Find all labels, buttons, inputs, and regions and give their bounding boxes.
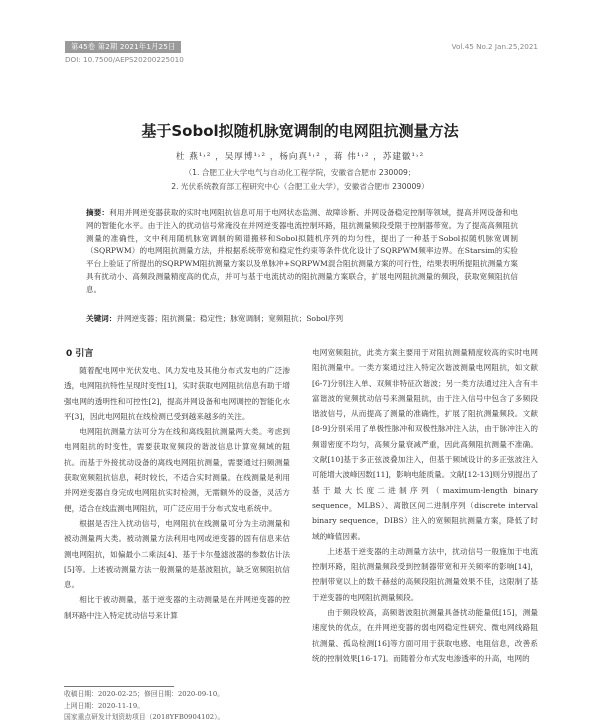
footnotes [64, 689, 294, 724]
journal-issue-en: Vol.45 No.2 Jan.25,2021 [451, 42, 538, 51]
footnote-divider [64, 686, 174, 687]
paragraph: 随着配电网中光伏发电、风力发电及其他分布式发电的广泛渗透，电网阻抗特性呈现时变性[1]，实时获取电网阻抗信息有助于增强电网的透明性和可控性[2]，提高并网设备和电网调控的智能化水平[3]，因此电网阻抗在线检测已受到越来越多的关注。 [64, 366, 290, 421]
abstract-label: 摘要： [86, 208, 110, 217]
keywords-label: 关键词： [86, 314, 117, 323]
affiliation-2: 2. 光伏系统教育部工程研究中心（合肥工业大学），安徽省合肥市 230009） [171, 182, 429, 191]
section-heading-introduction: 0 引言 [66, 349, 94, 359]
affiliation-1: （1. 合肥工业大学电气与自动化工程学院，安徽省合肥市 230009； [184, 168, 416, 177]
body-column-left [64, 363, 290, 623]
author-list: 杜 燕¹˒² ，吴厚博¹˒² ，杨向真¹˒² ，蒋 伟¹˒² ，苏建徽¹˒² [175, 152, 425, 162]
doi: DOI: 10.7500/AEPS20200225010 [65, 55, 184, 64]
paragraph: 相比于被动测量，基于逆变器的主动测量是在并网逆变器的控制环路中注入特定扰动信号来计算 [64, 595, 290, 620]
paragraph: 电网宽频阻抗，此类方案主要用于对阻抗测量精度较高的实时电网阻抗测量中。一类方案通过注入特定次谐波测量电网阻抗，如文献[6-7]分别注入单、双频非特征次谐波；另一类方法通过注入含有丰富谐波的宽频扰动信号来测量阻抗，由于注入信号中包含了多频段谐波信号，从而提高了测量的准确性，扩展了阻抗测量频段。文献[8-9]分别采用了单极性脉冲和双极性脉冲注入法，由于脉冲注入的频谱密度不均匀，高频分量衰减严重，因此高频阻抗测量不准确。文献[10]基于多正弦波叠加注入，但基于频域设计的多正弦波注入可能增大波峰因数[11]，影响电能质量。文献[12-13]则分别提出了基于最大长度二进制序列（maximum-length binary sequence，MLBS）、离散区间二进制序列（discrete interval binary sequence，DIBS）注入的宽频阻抗测量方案，降低了时域的峰值因素。 [312, 348, 538, 541]
body-column-right [312, 345, 538, 666]
footnote-received: 收稿日期：2020-02-25；修回日期：2020-09-10。 [64, 690, 224, 698]
paper-title: 基于Sobol拟随机脉宽调制的电网阻抗测量方法 [141, 122, 459, 140]
keywords [86, 313, 518, 324]
keywords-text: 并网逆变器；阻抗测量；稳定性；脉宽调制；宽频阻抗；Sobol序列 [116, 314, 344, 323]
paragraph: 由于频段较高，高频谐波阻抗测量具备扰动能量低[15]，测量速度快的优点，在并网逆变器的弱电网稳定性研究、微电网线路阻抗测量、孤岛检测[16]等方面可用于获取电感、电阻信息，改善系统的控制效果[16-17]。而随着分布式发电渗透率的升高，电网的 [312, 608, 538, 663]
paragraph: 上述基于逆变器的主动测量方法中，扰动信号一般施加于电流控制环路，阻抗测量频段受到控制器带宽和开关频率的影响[14]，控制带宽以上的数千赫兹的高频段阻抗测量效果不佳，这限制了基于逆变器的电网阻抗测量频段。 [312, 546, 538, 602]
footnote-funding: 国家重点研发计划资助项目（2018YFB0904102）。 [64, 713, 225, 721]
paragraph: 根据是否注入扰动信号，电网阻抗在线测量可分为主动测量和被动测量两大类。被动测量方法利用电网或逆变器的固有信息来估测电网阻抗，如偏最小二乘法[4]、基于卡尔曼滤波器的参数估计法[5]等。上述被动测量方法一般测量的是基波阻抗，缺乏宽频阻抗信息。 [64, 518, 290, 590]
abstract-text: 利用并网逆变器获取的实时电网阻抗信息可用于电网状态监测、故障诊断、并网设备稳定控制等领域，提高并网设备和电网的智能化水平。由于注入的扰动信号常淹没在并网逆变器电流控制环路，阻抗测量频段受限于控制器带宽。为了提高高频阻抗测量的准确性，文中利用随机脉宽调制的频谱搬移和Sobol拟随机序列的均匀性，提出了一种基于Sobol拟随机脉宽调制（SQRPWM）的电网阻抗测量方法，并根据系统带宽和稳定性约束等条件优化设计了SQRPWM频率边界。在Starsim的实验平台上验证了所提出的SQRPWM阻抗测量方案以及单脉冲+SQRPWM混合阻抗测量方案的可行性，结果表明所提阻抗测量方案具有扰动小、高频段测量精度高的优点，并可与基于电流扰动的阻抗测量方案联合，扩展电网阻抗测量的频段，获取宽频阻抗信息。 [86, 208, 519, 294]
abstract [86, 207, 518, 297]
journal-issue-badge: 第45卷 第2期 2021年1月25日 [65, 41, 181, 53]
footnote-online: 上网日期：2020-11-19。 [64, 701, 144, 710]
paragraph: 电网阻抗测量方法可分为在线和离线阻抗测量两大类。考虑到电网阻抗的时变性，需要获取宽频段的谐波信息计算宽频域的阻抗。而基于外接扰动设备的离线电网阻抗测量，需要通过扫频测量获取宽频阻抗信息，耗时较长，不适合实时测量。在线测量是利用并网逆变器自身完成电网阻抗实时检测，无需额外的设备，灵活方便，适合在线监测电网阻抗，可广泛应用于分布式发电系统中。 [64, 427, 290, 513]
